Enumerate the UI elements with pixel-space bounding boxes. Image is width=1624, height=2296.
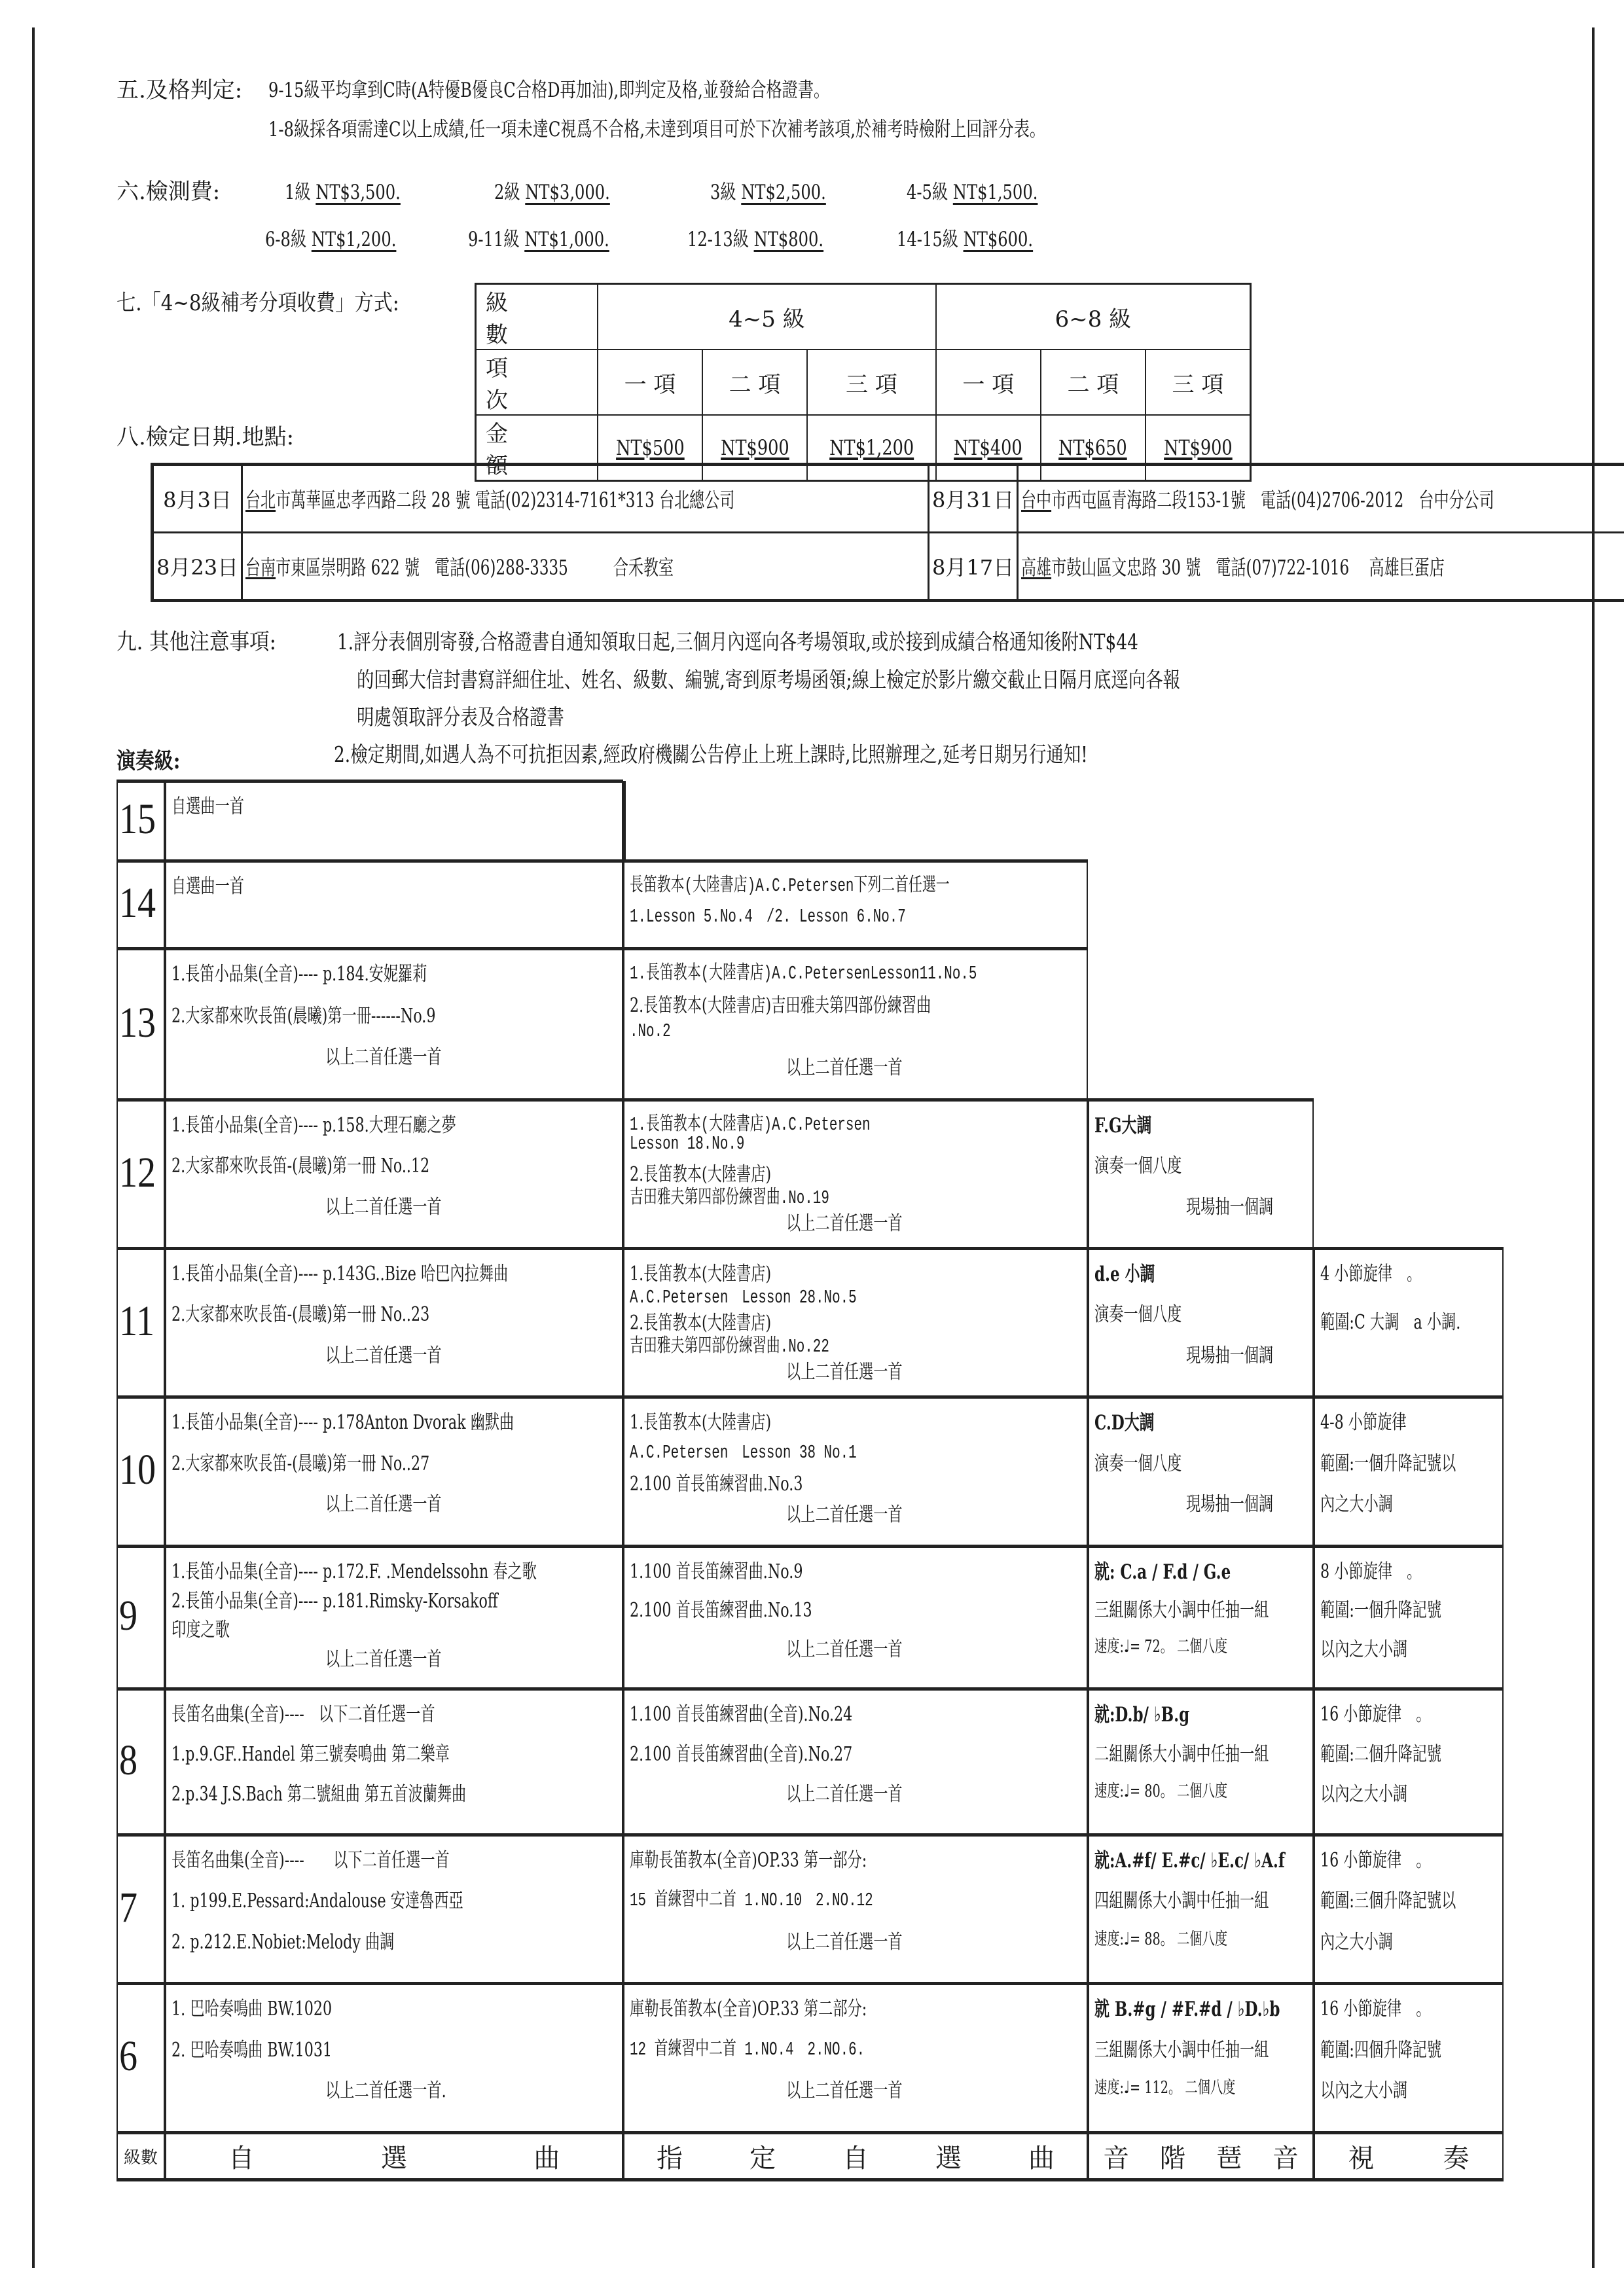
- self-line: 長笛名曲集(全音)---- 以下二首任選一首: [171, 1849, 450, 1872]
- sight-line: 內之大小調: [1320, 1930, 1393, 1954]
- self-line: 以上二首任選一首: [325, 1046, 442, 1069]
- sight-line: 16 小節旋律 。: [1320, 1849, 1431, 1872]
- row-divider: [117, 780, 623, 783]
- fee-item: 6-8級 NT$1,200.: [265, 228, 397, 251]
- self-line: 1.p.9.GF..Handel 第三號奏鳴曲 第二樂章: [171, 1743, 450, 1766]
- item-cell: 二 項: [1041, 350, 1146, 415]
- section8-label: 八.檢定日期.地點:: [117, 424, 295, 450]
- sight-line: 範圍:二個升降記號: [1320, 1743, 1442, 1766]
- item-cell: 一 項: [598, 350, 702, 415]
- location-address: 高雄市鼓山區文忠路 30 號 電話(07)722-1016 高雄巨蛋店: [1018, 533, 1624, 601]
- grade-number: 14: [119, 879, 156, 927]
- self-line: 1.長笛小品集(全音)---- p.178Anton Dvorak 幽默曲: [171, 1411, 514, 1434]
- note2: 2.檢定期間,如遇人為不可抗拒因素,經政府機關公告停止上班上課時,比照辦理之,延考日期另行通知!: [334, 742, 1088, 767]
- sight-line: 16 小節旋律 。: [1320, 1703, 1431, 1726]
- self-line: 以上二首任選一首.: [325, 2079, 446, 2103]
- scale-line: 速度:♩= 72。 二個八度: [1094, 1636, 1228, 1657]
- designated-line: 1.Lesson 5.No.4 /2. Lesson 6.No.7: [630, 906, 906, 927]
- designated-line: A.C.Petersen Lesson 38 No.1: [630, 1442, 857, 1463]
- row-divider: [117, 1687, 1504, 1691]
- row-divider: [117, 1982, 1504, 1985]
- designated-line: 1.100 首長笛練習曲(全音).No.24: [630, 1703, 853, 1726]
- designated-line: 2.100 首長笛練習曲(全音).No.27: [630, 1743, 853, 1766]
- note1-line3: 明處領取評分表及合格證書: [357, 704, 564, 730]
- grade-number: 6: [119, 2032, 138, 2080]
- right-margin-line: [1592, 27, 1595, 2268]
- location-row: [153, 533, 1624, 601]
- self-line: 2.大家都來吹長笛(晨曦)第一冊------No.9: [171, 1004, 436, 1028]
- footer-char: 視: [1348, 2143, 1375, 2174]
- footer-char: 指: [657, 2143, 683, 2174]
- fee-item: 4-5級 NT$1,500.: [907, 181, 1038, 204]
- sight-line: 以內之大小調: [1320, 1783, 1408, 1806]
- section9-label: 九. 其他注意事項:: [117, 629, 276, 655]
- self-line: 2.大家都來吹長笛-(晨曦)第一冊 No..23: [171, 1303, 430, 1327]
- amount-cell: NT$900: [702, 415, 807, 481]
- row-divider: [117, 1833, 1504, 1837]
- designated-line: A.C.Petersen Lesson 28.No.5: [630, 1287, 857, 1309]
- designated-line: 以上二首任選一首: [785, 1360, 903, 1384]
- designated-line: Lesson 18.No.9: [630, 1133, 745, 1155]
- scale-line: d.e 小調: [1094, 1263, 1155, 1286]
- self-line: 2. p.212.E.Nobiet:Melody 曲調: [171, 1930, 395, 1954]
- self-line: 以上二首任選一首: [325, 1195, 442, 1219]
- location-date: 8月23日: [153, 533, 242, 601]
- self-line: 1.長笛小品集(全音)---- p.184.安妮羅莉: [171, 963, 427, 986]
- designated-line: 2.100 首長笛練習曲.No.13: [630, 1599, 812, 1623]
- footer-char: 選: [935, 2143, 962, 2174]
- grade-number: 9: [119, 1592, 138, 1640]
- scale-line: 演奏一個八度: [1094, 1303, 1182, 1327]
- row-divider: [117, 1395, 1504, 1399]
- self-line: 自選曲一首: [171, 795, 244, 818]
- section5-line1: 9-15級平均拿到C時(A特優B優良C合格D再加油),即判定及格,並發給合格證書。: [268, 79, 830, 102]
- scale-line: F.G大調: [1094, 1114, 1152, 1138]
- sight-line: 範圍:三個升降記號以: [1320, 1890, 1456, 1913]
- location-date: 8月31日: [928, 465, 1017, 533]
- fee-item: 9-11級 NT$1,000.: [468, 228, 609, 251]
- designated-line: 2.長笛教本(大陸書店)吉田雅夫第四部份練習曲: [630, 994, 931, 1017]
- scale-line: 現場抽一個調: [1186, 1195, 1274, 1219]
- footer-char: 曲: [533, 2143, 560, 2174]
- self-line: 1. p199.E.Pessard:Andalouse 安達魯西亞: [171, 1890, 463, 1913]
- item-cell: 一 項: [936, 350, 1041, 415]
- designated-line: 1.長笛教本(大陸書店): [630, 1263, 772, 1285]
- group-header: 6~8 級: [936, 284, 1251, 350]
- item-cell: 三 項: [807, 350, 936, 415]
- grade-number: 13: [119, 998, 156, 1047]
- grade-number: 15: [119, 795, 156, 843]
- self-line: 印度之歌: [171, 1619, 230, 1641]
- self-line: 1.長笛小品集(全音)---- p.143G..Bize 哈巴內拉舞曲: [171, 1263, 509, 1285]
- sight-line: 16 小節旋律 。: [1320, 1998, 1431, 2020]
- fee-item: 12-13級 NT$800.: [687, 228, 824, 251]
- designated-line: 1.長笛教本(大陸書店): [630, 1411, 772, 1434]
- grade-number: 8: [119, 1736, 138, 1784]
- designated-line: 1.長笛教本(大陸書店)A.C.Petersen: [630, 1114, 871, 1136]
- grade-number: 11: [119, 1297, 155, 1345]
- self-line: 長笛名曲集(全音)---- 以下二首任選一首: [171, 1703, 435, 1726]
- fee-item: 3級 NT$2,500.: [710, 181, 826, 204]
- scale-line: 就: C.a / F.d / G.e: [1094, 1560, 1231, 1584]
- location-address: 台北市萬華區忠孝西路二段 28 號 電話(02)2314-7161*313 台北總公司: [242, 465, 929, 533]
- sight-line: 4-8 小節旋律: [1320, 1411, 1407, 1434]
- designated-line: 1.100 首長笛練習曲.No.9: [630, 1560, 803, 1583]
- section5-label: 五.及格判定:: [117, 77, 243, 103]
- self-line: 1.長笛小品集(全音)---- p.172.F. .Mendelssohn 春之歌: [171, 1560, 537, 1583]
- designated-line: 以上二首任選一首: [785, 1930, 903, 1954]
- self-line: 2.大家都來吹長笛-(晨曦)第一冊 No..27: [171, 1452, 430, 1475]
- row-divider: [117, 859, 1088, 863]
- designated-line: 吉田雅夫第四部份練習曲.No.22: [630, 1336, 829, 1358]
- sight-line: 內之大小調: [1320, 1493, 1393, 1516]
- self-line: 1.長笛小品集(全音)---- p.158.大理石廳之夢: [171, 1114, 456, 1137]
- scale-line: 三組關係大小調中任抽一組: [1094, 2038, 1269, 2062]
- designated-line: 以上二首任選一首: [785, 1783, 903, 1806]
- footer-char: 階: [1159, 2143, 1186, 2174]
- footer-char: 音: [1272, 2143, 1299, 2174]
- group-header: 4~5 級: [598, 284, 936, 350]
- footer-sight-label: [1314, 2132, 1504, 2179]
- section7-label: 七.「4~8級補考分項收費」方式:: [117, 290, 399, 316]
- scale-line: 就:D.b/ ♭B.g: [1094, 1703, 1190, 1727]
- scale-line: 演奏一個八度: [1094, 1452, 1182, 1475]
- fee-item: 1級 NT$3,500.: [285, 181, 401, 204]
- designated-line: 庫勒長笛教本(全音)OP.33 第一部分:: [630, 1849, 867, 1872]
- sight-line: 以內之大小調: [1320, 2079, 1408, 2103]
- location-address: 台南市東區崇明路 622 號 電話(06)288-3335 合禾教室: [242, 533, 929, 601]
- sight-line: 範圍:一個升降記號以: [1320, 1452, 1456, 1475]
- designated-line: .No.2: [630, 1020, 671, 1042]
- fee-item: 14-15級 NT$600.: [897, 228, 1034, 251]
- designated-line: 2.100 首長笛練習曲.No.3: [630, 1473, 803, 1496]
- self-line: 2.長笛小品集(全音)---- p.181.Rimsky-Korsakoff: [171, 1589, 498, 1613]
- location-address: 台中市西屯區青海路二段153-1號 電話(04)2706-2012 台中分公司: [1018, 465, 1624, 533]
- location-row: [153, 465, 1624, 533]
- note1-line1: 1.評分表個別寄發,合格證書自通知領取日起,三個月內逕向各考場領取,或於接到成績合格通知後附NT$44: [337, 629, 1138, 655]
- scale-line: 就:A.#f/ E.#c/ ♭E.c/ ♭A.f: [1094, 1849, 1285, 1873]
- scale-line: 速度:♩= 88。 二個八度: [1094, 1929, 1228, 1949]
- designated-line: 12 首練習中二首 1.NO.4 2.NO.6.: [630, 2038, 865, 2060]
- footer-char: 曲: [1028, 2143, 1055, 2174]
- designated-line: 庫勒長笛教本(全音)OP.33 第二部分:: [630, 1998, 867, 2020]
- self-line: 1. 巴哈奏鳴曲 BW.1020: [171, 1998, 333, 2020]
- grade-number: 12: [119, 1148, 156, 1196]
- section6-label: 六.檢測費:: [117, 179, 221, 205]
- row-divider: [117, 1098, 1314, 1102]
- footer-char: 琶: [1216, 2143, 1242, 2174]
- designated-line: 2.長笛教本(大陸書店): [630, 1162, 772, 1186]
- self-line: 2.大家都來吹長笛-(晨曦)第一冊 No..12: [171, 1155, 430, 1178]
- amount-cell: NT$500: [598, 415, 702, 481]
- row-label: 金 額: [476, 415, 598, 481]
- item-cell: 三 項: [1146, 350, 1251, 415]
- designated-line: 以上二首任選一首: [785, 1503, 903, 1526]
- footer-char: 自: [228, 2143, 255, 2174]
- self-line: 2. 巴哈奏鳴曲 BW.1031: [171, 2038, 333, 2062]
- self-line: 自選曲一首: [171, 875, 244, 898]
- self-line: 以上二首任選一首: [325, 1493, 442, 1516]
- scale-line: 二組關係大小調中任抽一組: [1094, 1743, 1269, 1766]
- footer-char: 音: [1103, 2143, 1130, 2174]
- sight-line: 4 小節旋律 。: [1320, 1263, 1422, 1285]
- left-margin-line: [32, 27, 35, 2268]
- fee-table-row-grade: [476, 284, 1251, 350]
- row-label: 項 次: [476, 350, 598, 415]
- amount-cell: NT$400: [936, 415, 1041, 481]
- row-label: 級 數: [476, 284, 598, 350]
- designated-line: 長笛教本(大陸書店)A.C.Petersen下列二首任選一: [630, 875, 950, 897]
- scale-line: 速度:♩= 80。 二個八度: [1094, 1782, 1228, 1801]
- row-divider: [117, 1247, 1504, 1250]
- footer-char: 奏: [1443, 2143, 1470, 2174]
- item-cell: 二 項: [702, 350, 807, 415]
- performance-title: 演奏級:: [117, 748, 181, 774]
- self-line: 以上二首任選一首: [325, 1647, 442, 1671]
- cell-edge: [623, 781, 626, 861]
- location-date: 8月17日: [928, 533, 1017, 601]
- scale-line: 三組關係大小調中任抽一組: [1094, 1599, 1269, 1623]
- amount-cell: NT$900: [1146, 415, 1251, 481]
- fee-item: 2級 NT$3,000.: [494, 181, 610, 204]
- footer-scale-label: [1088, 2132, 1314, 2179]
- scale-line: 演奏一個八度: [1094, 1155, 1182, 1178]
- sight-line: 範圍:一個升降記號: [1320, 1599, 1442, 1623]
- sight-line: 範圍:C 大調 a 小調.: [1320, 1311, 1461, 1334]
- grade-number: 7: [119, 1883, 138, 1931]
- sight-line: 以內之大小調: [1320, 1638, 1408, 1661]
- footer-designated-label: [623, 2132, 1088, 2179]
- amount-cell: NT$1,200: [807, 415, 936, 481]
- scale-line: 速度:♩= 112。 二個八度: [1094, 2078, 1236, 2098]
- designated-line: 以上二首任選一首: [785, 1056, 903, 1080]
- designated-line: 以上二首任選一首: [785, 1638, 903, 1661]
- row-divider: [117, 947, 1088, 950]
- footer-grade-label: 級數: [123, 2147, 158, 2168]
- scale-line: 就 B.#g / #F.#d / ♭D.♭b: [1094, 1998, 1280, 2021]
- fee-table-row-items: [476, 350, 1251, 415]
- footer-char: 自: [842, 2143, 869, 2174]
- row-divider: [117, 1545, 1504, 1548]
- designated-line: 1.長笛教本(大陸書店)A.C.PetersenLesson11.No.5: [630, 963, 977, 984]
- designated-line: 以上二首任選一首: [785, 1211, 903, 1235]
- designated-line: 2.長笛教本(大陸書店): [630, 1311, 772, 1335]
- designated-line: 15 首練習中二首 1.NO.10 2.NO.12: [630, 1890, 873, 1912]
- scale-line: 四組關係大小調中任抽一組: [1094, 1890, 1269, 1913]
- grade-number: 10: [119, 1446, 156, 1494]
- designated-line: 以上二首任選一首: [785, 2079, 903, 2103]
- sight-line: 範圍:四個升降記號: [1320, 2038, 1442, 2062]
- footer-char: 定: [749, 2143, 776, 2174]
- location-date: 8月3日: [153, 465, 242, 533]
- designated-line: 吉田雅夫第四部份練習曲.No.19: [630, 1187, 829, 1210]
- scale-line: 現場抽一個調: [1186, 1344, 1274, 1367]
- sight-line: 8 小節旋律 。: [1320, 1560, 1422, 1583]
- note1-line2: 的回郵大信封書寫詳細住址、姓名、級數、編號,寄到原考場函領;線上檢定於影片繳交截止日隔月底逕向各報: [357, 667, 1181, 692]
- retake-fee-table: [475, 283, 1252, 482]
- location-table: [151, 463, 1624, 602]
- scale-line: C.D大調: [1094, 1411, 1155, 1435]
- footer-self-label: [165, 2132, 623, 2179]
- self-line: 以上二首任選一首: [325, 1344, 442, 1367]
- amount-cell: NT$650: [1041, 415, 1146, 481]
- footer-char: 選: [380, 2143, 407, 2174]
- section5-line2: 1-8級採各項需達C以上成績,任一項未達C視爲不合格,未達到項目可於下次補考該項,於補考時檢附上回評分表。: [268, 118, 1046, 141]
- scale-line: 現場抽一個調: [1186, 1493, 1274, 1516]
- fees-row1: [285, 175, 401, 205]
- self-line: 2.p.34 J.S.Bach 第二號組曲 第五首波蘭舞曲: [171, 1783, 467, 1806]
